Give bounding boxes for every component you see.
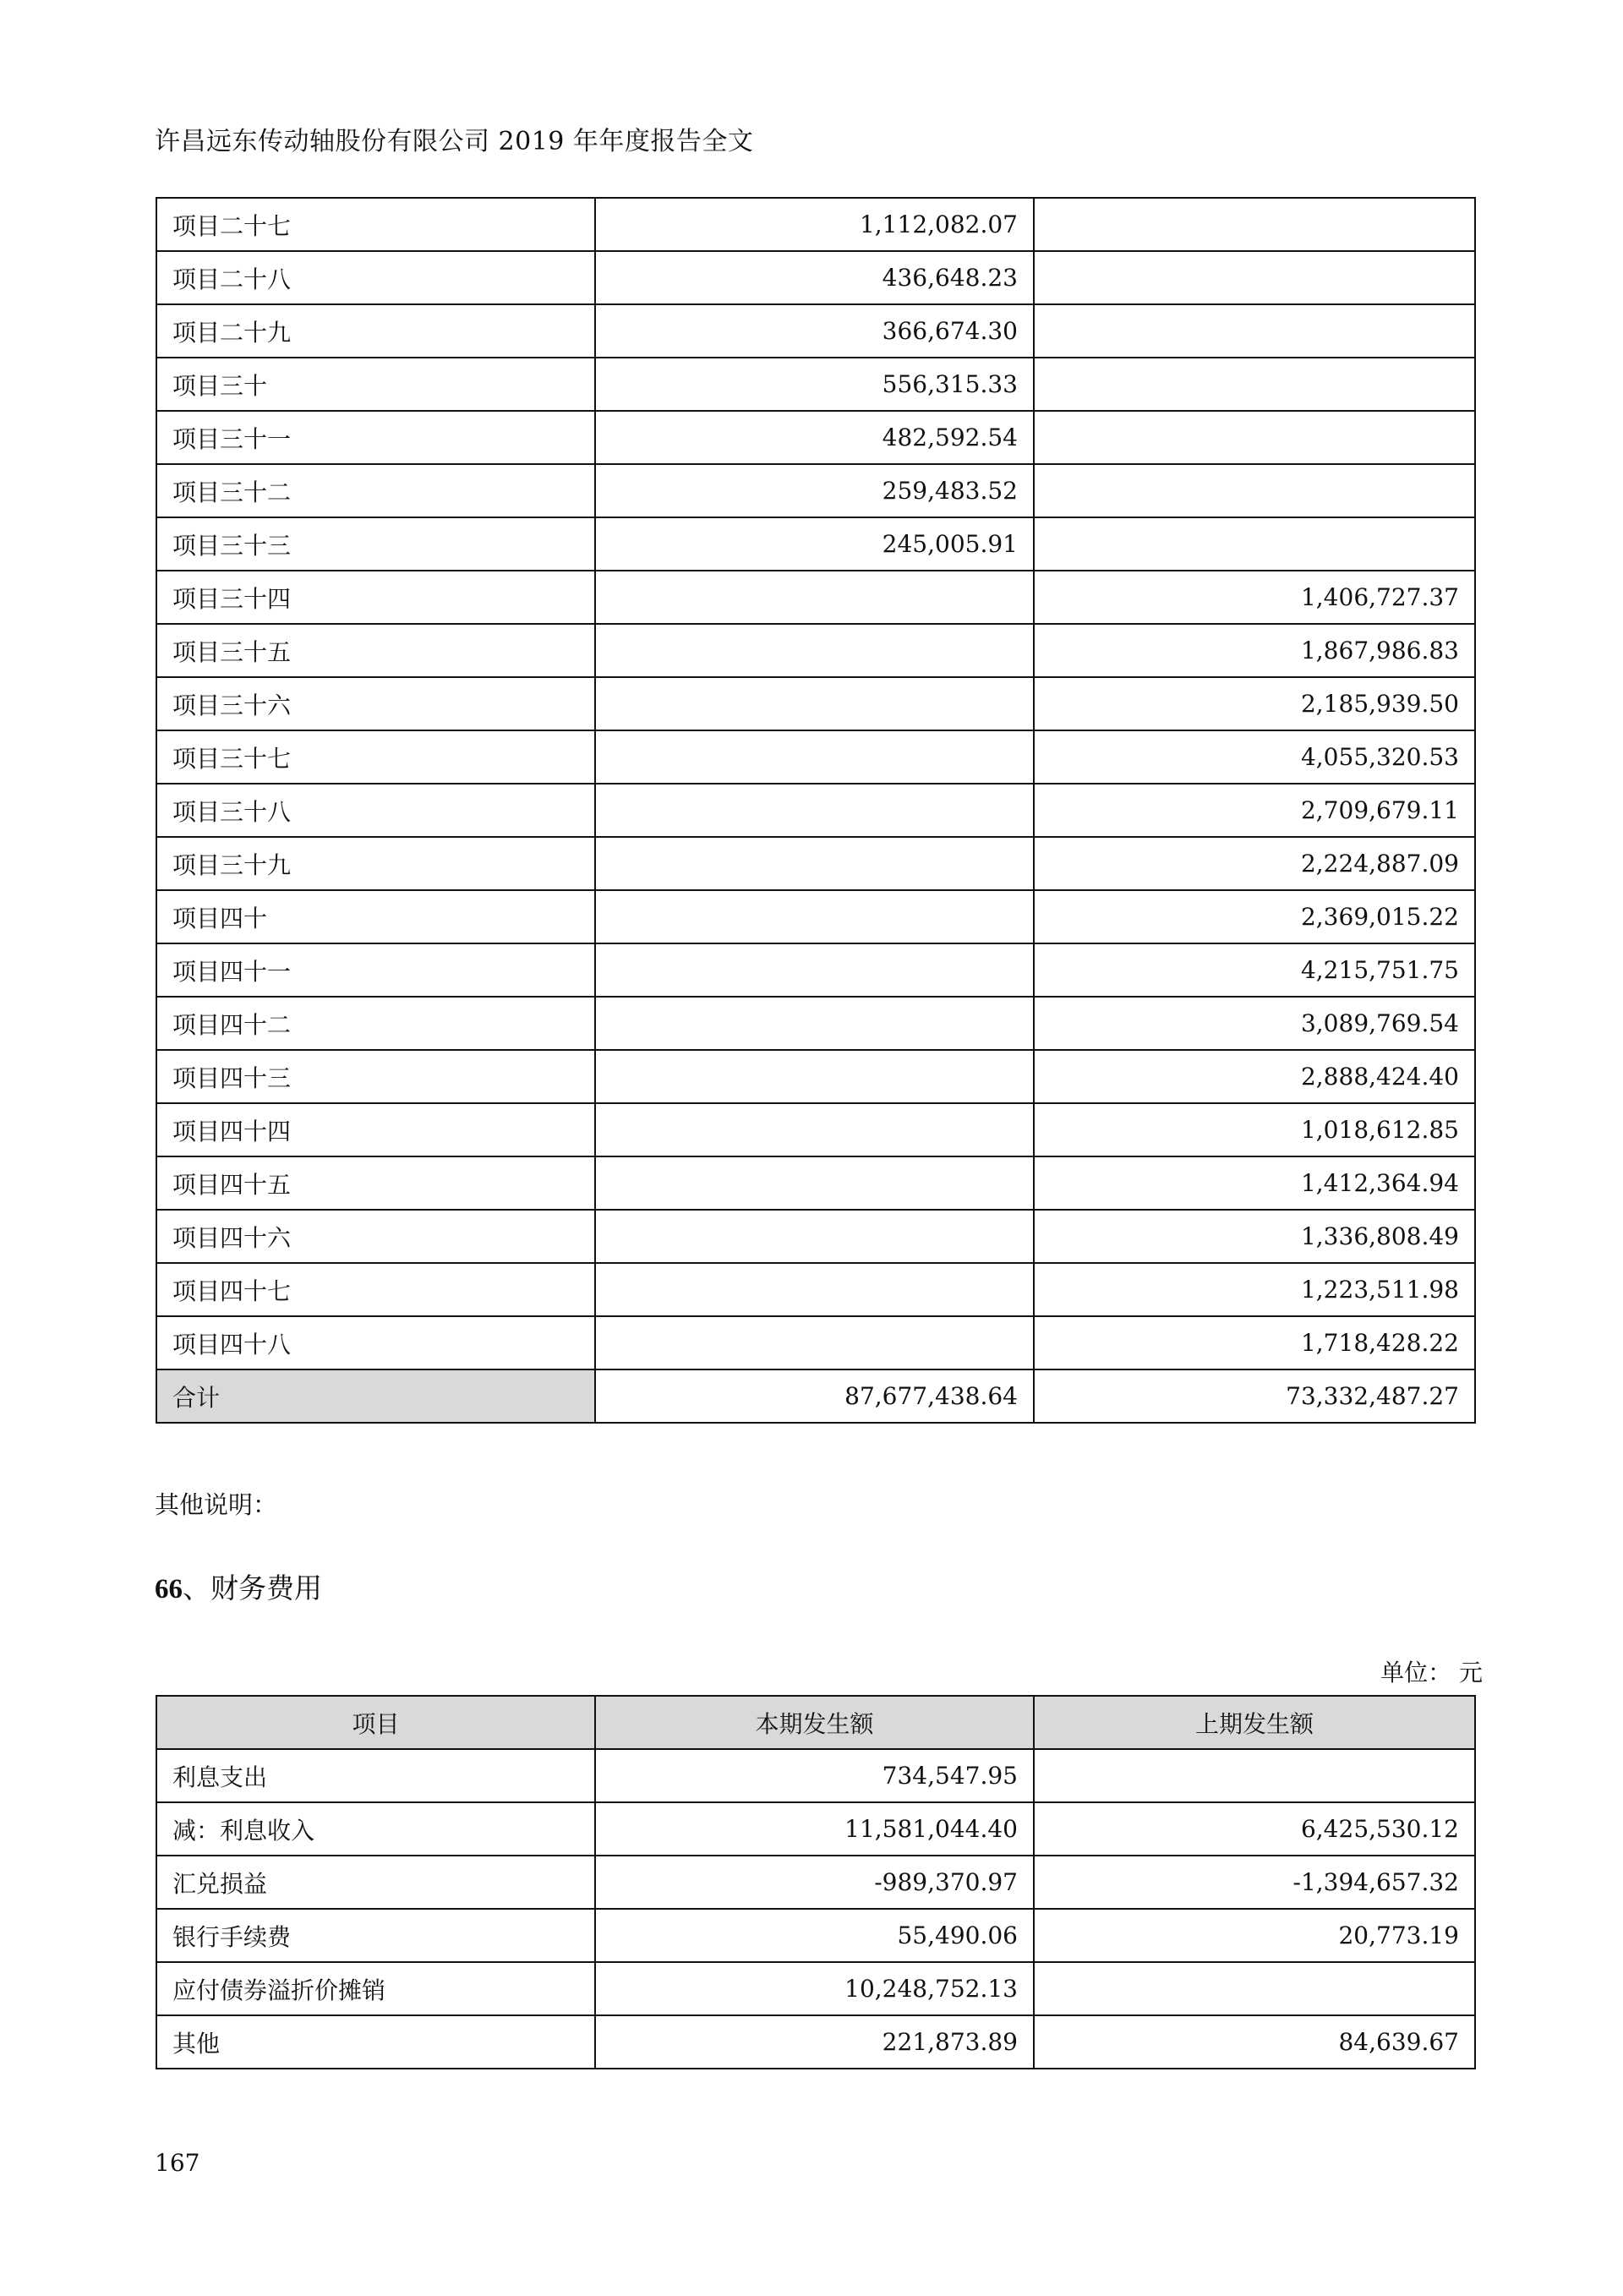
cell-prior: 2,185,939.50 [1034,677,1475,730]
cell-current [595,1263,1034,1316]
cell-item: 项目三十七 [156,730,595,784]
cell-prior [1034,198,1475,251]
cell-prior: 1,223,511.98 [1034,1263,1475,1316]
cell-item: 项目三十二 [156,464,595,517]
cell-prior: 1,406,727.37 [1034,571,1475,624]
cell-item: 项目二十九 [156,304,595,358]
cell-prior [1034,251,1475,304]
table-body [156,1749,1475,2069]
cell-current: 221,873.89 [595,2015,1034,2069]
cell-current: 734,547.95 [595,1749,1034,1802]
table-row [156,890,1475,943]
cell-item: 应付债券溢折价摊销 [156,1962,595,2015]
cell-item: 项目三十八 [156,784,595,837]
cell-current [595,1210,1034,1263]
table-row [156,1962,1475,2015]
cell-prior: 2,224,887.09 [1034,837,1475,890]
other-expenses-table [156,197,1476,1424]
cell-current: 259,483.52 [595,464,1034,517]
cell-item: 项目四十四 [156,1103,595,1156]
cell-prior [1034,517,1475,571]
cell-current [595,943,1034,997]
cell-prior [1034,1749,1475,1802]
cell-prior: 1,336,808.49 [1034,1210,1475,1263]
table-row [156,411,1475,464]
cell-item: 减：利息收入 [156,1802,595,1856]
table-body [156,198,1475,1369]
cell-current: 245,005.91 [595,517,1034,571]
cell-prior: 1,867,986.83 [1034,624,1475,677]
cell-item: 项目四十七 [156,1263,595,1316]
cell-prior: 84,639.67 [1034,2015,1475,2069]
table-row [156,624,1475,677]
cell-item: 项目四十二 [156,997,595,1050]
table-row [156,730,1475,784]
cell-item: 项目四十一 [156,943,595,997]
cell-item: 项目三十五 [156,624,595,677]
cell-current [595,1050,1034,1103]
table-row [156,571,1475,624]
table-row [156,1856,1475,1909]
table-row [156,358,1475,411]
cell-item: 其他 [156,2015,595,2069]
table-row [156,943,1475,997]
table-row [156,1909,1475,1962]
table-row [156,1316,1475,1369]
unit-label: 单位： 元 [1380,1659,1483,1686]
table-row [156,997,1475,1050]
cell-item: 项目三十一 [156,411,595,464]
table-row [156,1749,1475,1802]
cell-current [595,1103,1034,1156]
header-item: 项目 [156,1696,595,1749]
section-heading [155,1566,322,1606]
cell-prior [1034,1962,1475,2015]
cell-prior: 1,718,428.22 [1034,1316,1475,1369]
cell-current [595,624,1034,677]
cell-item: 汇兑损益 [156,1856,595,1909]
cell-item: 项目二十八 [156,251,595,304]
cell-prior [1034,464,1475,517]
table-row [156,304,1475,358]
cell-prior: 6,425,530.12 [1034,1802,1475,1856]
cell-current: 482,592.54 [595,411,1034,464]
table-row [156,464,1475,517]
cell-item: 项目四十八 [156,1316,595,1369]
cell-current: 436,648.23 [595,251,1034,304]
cell-current: 11,581,044.40 [595,1802,1034,1856]
header-row [156,1696,1475,1749]
cell-item: 项目四十五 [156,1156,595,1210]
cell-item: 项目四十六 [156,1210,595,1263]
cell-prior: -1,394,657.32 [1034,1856,1475,1909]
cell-current: 366,674.30 [595,304,1034,358]
cell-prior: 2,888,424.40 [1034,1050,1475,1103]
table-row [156,517,1475,571]
document-header: 许昌远东传动轴股份有限公司 2019 年年度报告全文 [155,127,754,156]
cell-item: 项目三十四 [156,571,595,624]
other-notes-label: 其他说明： [155,1490,278,1519]
cell-prior [1034,358,1475,411]
total-prior: 73,332,487.27 [1034,1369,1475,1423]
table-row [156,1103,1475,1156]
cell-current [595,677,1034,730]
table-row [156,837,1475,890]
cell-prior: 2,369,015.22 [1034,890,1475,943]
cell-current [595,1156,1034,1210]
cell-prior: 4,215,751.75 [1034,943,1475,997]
cell-current [595,571,1034,624]
cell-prior [1034,411,1475,464]
table-row [156,198,1475,251]
table-row [156,1050,1475,1103]
cell-current [595,784,1034,837]
page-number: 167 [155,2149,200,2177]
cell-prior: 20,773.19 [1034,1909,1475,1962]
cell-prior: 1,412,364.94 [1034,1156,1475,1210]
total-row [156,1369,1475,1423]
cell-item: 项目三十 [156,358,595,411]
table-row [156,251,1475,304]
cell-current [595,1316,1034,1369]
table-row [156,1210,1475,1263]
cell-prior: 4,055,320.53 [1034,730,1475,784]
cell-current: 10,248,752.13 [595,1962,1034,2015]
table-row [156,2015,1475,2069]
header-current: 本期发生额 [595,1696,1034,1749]
cell-prior: 1,018,612.85 [1034,1103,1475,1156]
cell-prior: 3,089,769.54 [1034,997,1475,1050]
cell-item: 项目三十六 [156,677,595,730]
cell-current: 556,315.33 [595,358,1034,411]
table-row [156,784,1475,837]
section-number: 66 [155,1574,183,1604]
cell-item: 项目二十七 [156,198,595,251]
cell-current: 55,490.06 [595,1909,1034,1962]
total-current: 87,677,438.64 [595,1369,1034,1423]
cell-item: 项目三十九 [156,837,595,890]
cell-item: 项目四十三 [156,1050,595,1103]
table-row [156,1802,1475,1856]
cell-prior [1034,304,1475,358]
header-prior: 上期发生额 [1034,1696,1475,1749]
table-row [156,1156,1475,1210]
total-label: 合计 [156,1369,595,1423]
cell-item: 银行手续费 [156,1909,595,1962]
cell-item: 项目四十 [156,890,595,943]
cell-current [595,730,1034,784]
cell-current [595,890,1034,943]
table-row [156,1263,1475,1316]
cell-current [595,997,1034,1050]
cell-current: -989,370.97 [595,1856,1034,1909]
cell-current [595,837,1034,890]
cell-current: 1,112,082.07 [595,198,1034,251]
section-title: 、财务费用 [183,1572,322,1604]
cell-item: 项目三十三 [156,517,595,571]
cell-prior: 2,709,679.11 [1034,784,1475,837]
table-row [156,677,1475,730]
financial-expenses-table [156,1695,1476,2069]
cell-item: 利息支出 [156,1749,595,1802]
